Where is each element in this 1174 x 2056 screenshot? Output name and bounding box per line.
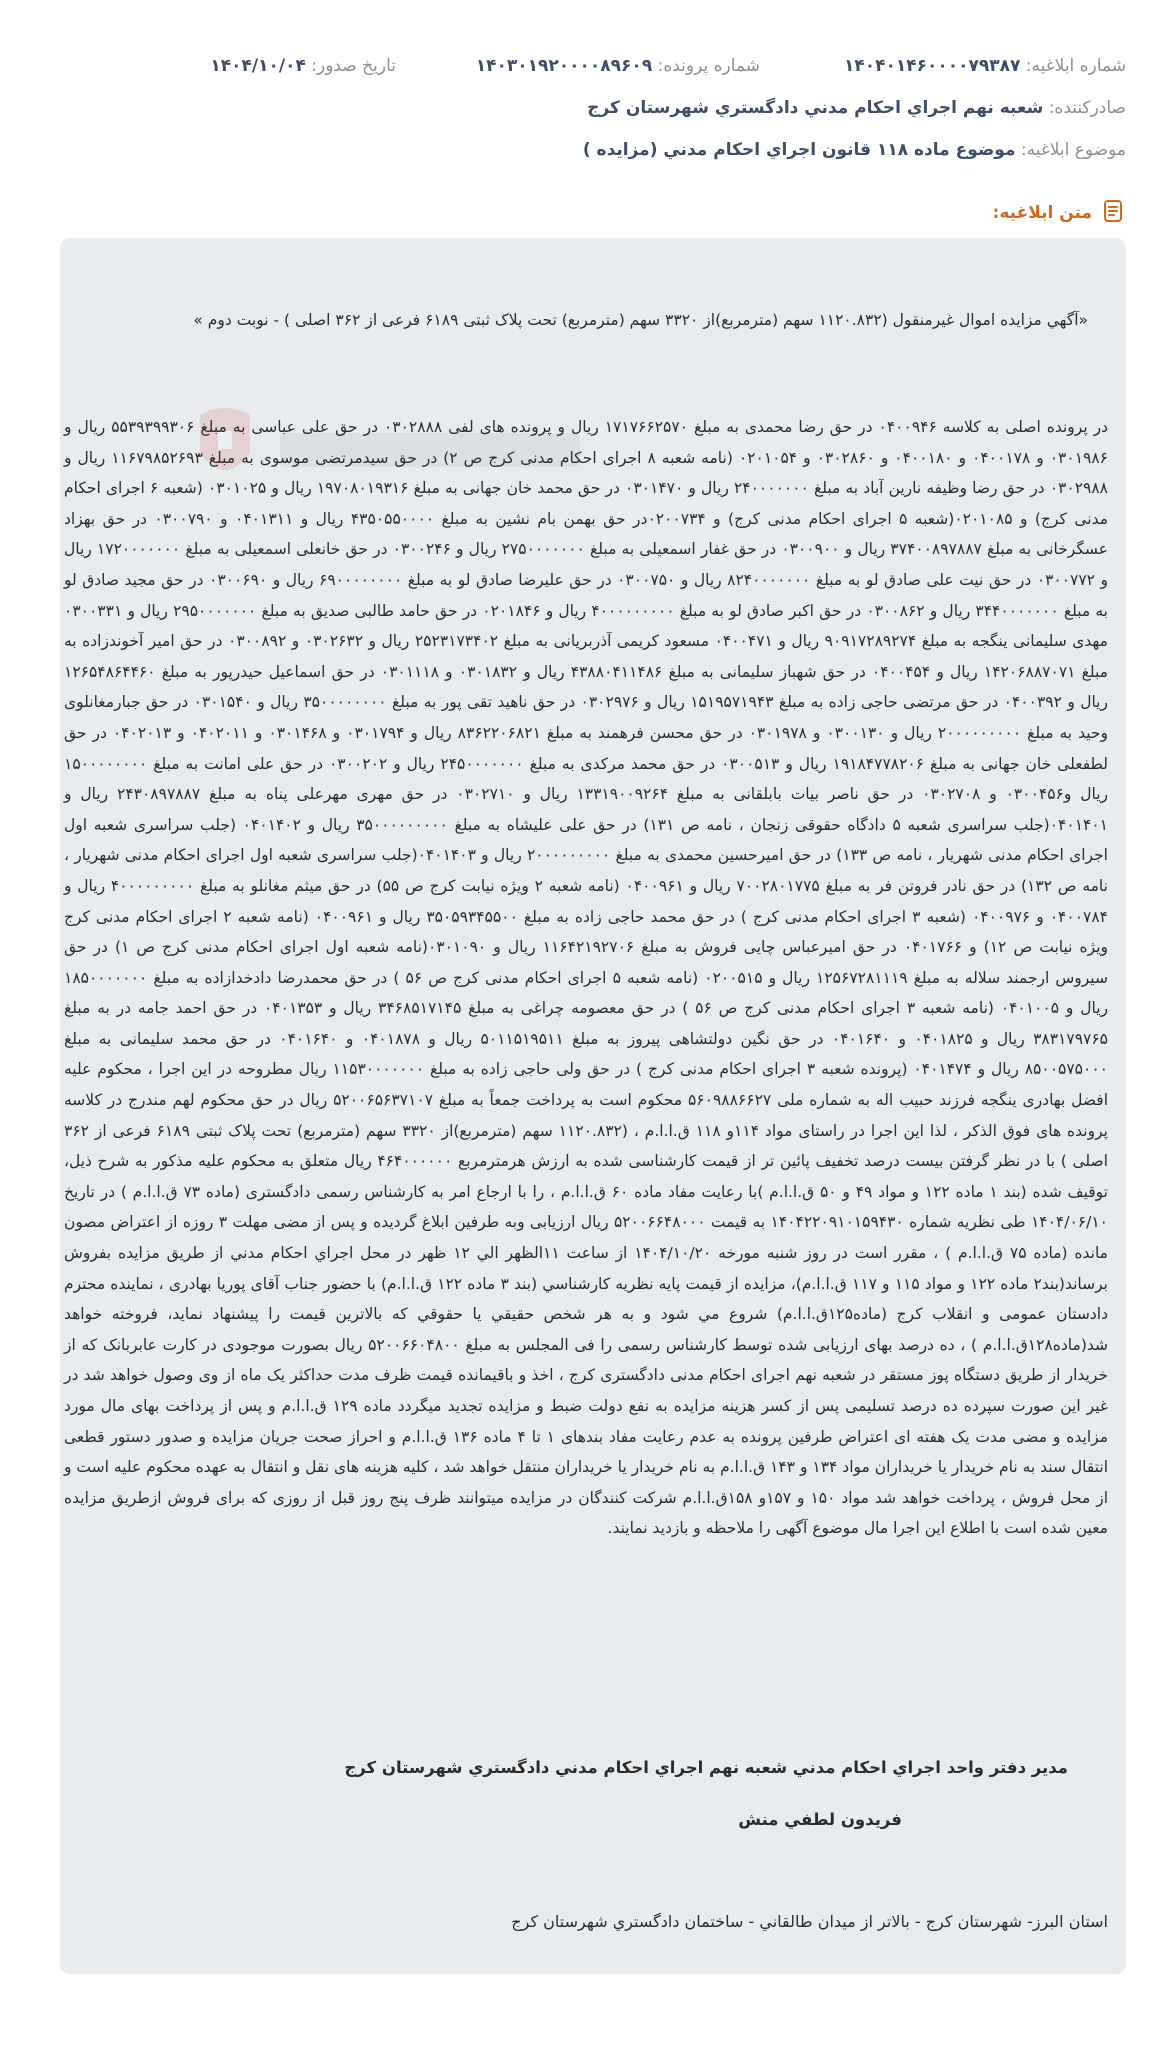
case-number-label: شماره پرونده: [657, 56, 760, 76]
issuer-label: صادرکننده: [1048, 98, 1126, 118]
court-address: استان البرز- شهرستان كرج - بالاتر از ميدان طالقاني - ساختمان دادگستري شهرستان كرج [511, 1912, 1108, 1931]
notice-number [844, 56, 1126, 76]
issue-date [210, 56, 396, 76]
case-number [476, 56, 760, 76]
issuer [587, 98, 1126, 118]
announcement-title: «آگهي مزايده اموال غيرمنقول (۱۱۲۰.۸۳۲ سهم (مترمربع)از ۳۳۲۰ سهم (مترمربع) تحت پلاک ثبتی ۶۱۸۹ فرعی از ۳۶۲ اصلی ) - نوبت دوم » [193, 311, 1088, 329]
issuer-value: شعبه نهم اجراي احكام مدني دادگستري شهرستان كرج [587, 98, 1044, 118]
issue-date-value: ۱۴۰۴/۱۰/۰۴ [210, 56, 306, 76]
subject-label: موضوع ابلاغیه: [1020, 140, 1126, 160]
subject [583, 140, 1126, 160]
body-section-heading [993, 198, 1126, 228]
notice-number-label: شماره ابلاغیه: [1025, 56, 1126, 76]
subject-value: موضوع ماده ۱۱۸ قانون اجراي احكام مدني (مزايده ) [582, 140, 1016, 160]
document-icon [1100, 198, 1126, 228]
announcement-body: در پرونده اصلی به کلاسه ۰۴۰۰۹۴۶ در حق رضا محمدی به مبلغ ۱۷۱۷۶۶۲۵۷۰ ریال و پرونده های لفی ۰۳۰۲۸۸۸ در حق علی عباسی به مبلغ ۵۵۳۹۳۹۹۳۰۶ ریال و ۰۳۰۱۹۸۶ و ۰۴۰۰۱۷۸ و ۰۴۰۰۱۸۰ و ۰۳۰۲۸۶۰ و ۰۲۰۱۰۵۴ (نامه شعبه ۸ اجرای احکام مدنی کرج ص ۲) در حق سیدمرتضی موسوی به مبلغ ۱۱۶۷۹۸۵۲۶۹۳ ریال و ۰۳۰۲۹۸۸ در حق رضا وظیفه نارین آباد به مبلغ ۲۴۰۰۰۰۰۰۰ ریال و ۰۳۰۱۴۷۰ در حق محمد خان جهانی به مبلغ ۱۹۷۰۸۰۱۹۳۱۶ ریال و ۰۳۰۱۰۲۵ (شعبه ۶ اجرای احکام مدنی کرج) و ۰۲۰۱۰۸۵(شعبه ۵ اجرای احکام مدنی کرج) و ۰۲۰۰۷۳۴در حق بهمن بام نشین به مبلغ ۴۳۵۰۵۵۰۰۰۰ ریال و ۰۴۰۱۳۱۱ و ۰۳۰۰۷۹۰ در حق بهزاد عسگرخانی به مبلغ ۳۷۴۰۰۸۹۷۸۸۷ ریال و ۰۳۰۰۹۰۰ در حق غفار اسمعیلی به مبلغ ۲۷۵۰۰۰۰۰۰۰ ریال و ۰۳۰۰۲۴۶ در حق خانعلی اسمعیلی به مبلغ ۱۷۲۰۰۰۰۰۰۰ ریال و ۰۳۰۰۷۷۲ در حق نیت علی صادق لو به مبلغ ۸۲۴۰۰۰۰۰۰۰ ریال و ۰۳۰۰۷۵۰ در حق علیرضا صادق لو به مبلغ ۶۹۰۰۰۰۰۰۰۰ ریال و ۰۳۰۰۶۹۰ در حق مجید صادق لو به مبلغ ۳۴۴۰۰۰۰۰۰۰ ریال و ۰۳۰۰۸۶۲ در حق اکبر صادق لو به مبلغ ۴۰۰۰۰۰۰۰۰۰ ریال و ۰۲۰۱۸۴۶ در حق حامد طالبی صدیق به مبلغ ۲۹۵۰۰۰۰۰۰۰ ریال و ۰۳۰۰۳۳۱ مهدی سلیمانی ینگجه به مبلغ ۹۰۹۱۷۲۸۹۲۷۴ ریال و ۰۴۰۰۴۷۱ مسعود کریمی آذربریانی به مبلغ ۲۵۲۳۱۷۳۴۰۲ ریال و ۰۳۰۲۶۳۲ و ۰۳۰۰۸۹۲ در حق امیر آخوندزاده به مبلغ ۱۴۲۰۶۸۸۷۰۷۱ ریال و ۰۴۰۰۴۵۴ در حق شهباز سلیمانی به مبلغ ۴۳۸۸۰۴۱۱۴۸۶ ریال و ۰۳۰۱۸۳۲ و ۰۳۰۱۱۱۸ در حق اسماعیل حیدرپور به مبلغ ۱۲۶۵۴۸۶۴۴۶۰ ریال و ۰۴۰۰۳۹۲ در حق مرتضی حاجی زاده به مبلغ ۱۵۱۹۵۷۱۹۴۳ ریال و ۰۳۰۲۹۷۶ در حق ناهید تقی پور به مبلغ ۳۵۰۰۰۰۰۰۰۰ ریال و ۰۳۰۱۵۴۰ در حق جبارمغانلوی وحید به مبلغ ۲۰۰۰۰۰۰۰۰۰ ریال و ۰۳۰۰۱۳۰ و ۰۳۰۱۹۷۸ در حق محسن فرهمند به مبلغ ۸۳۶۲۲۰۶۸۲۱ ریال و ۰۳۰۱۷۹۴ و ۰۳۰۱۴۶۸ و ۰۴۰۲۰۱۱ و ۰۴۰۲۰۱۳ در حق لطفعلی خان جهانی به مبلغ ۱۹۱۸۴۷۷۸۲۰۶ ریال و ۰۳۰۰۵۱۳ در حق محمد مرکدی به مبلغ ۲۴۵۰۰۰۰۰۰۰ ریال و ۰۳۰۰۲۰۲ در حق علی امانت به مبلغ ۱۵۰۰۰۰۰۰۰۰ ریال و۰۳۰۰۴۵۶ و ۰۳۰۲۷۰۸ در حق ناصر بیات بابلقانی به مبلغ ۱۳۳۱۹۰۰۹۲۶۴ ریال و ۰۳۰۲۷۱۰ در حق مهری مهرعلی پناه به مبلغ ۲۴۳۰۸۹۷۸۸۷ ریال و ۰۴۰۱۴۰۱(جلب سراسری شعبه ۵ دادگاه حقوقی زنجان ، نامه ص ۱۳۱) در حق علی علیشاه به مبلغ ۳۵۰۰۰۰۰۰۰۰۰ ریال و ۰۴۰۱۴۰۲ (جلب سراسری شعبه اول اجرای احکام مدنی شهریار ، نامه ص ۱۳۳) در حق امیرحسین محمدی به مبلغ ۲۰۰۰۰۰۰۰۰۰ ریال و ۰۴۰۱۴۰۳(جلب سراسری شعبه اول اجرای احکام مدنی شهریار ، نامه ص ۱۳۲) در حق نادر فروتن فر به مبلغ ۷۰۰۲۸۰۱۷۷۵ ریال و ۰۴۰۰۹۶۱ (نامه شعبه ۲ ویژه نیابت کرج ص ۵۵) در حق میثم مغانلو به مبلغ ۴۰۰۰۰۰۰۰۰۰ ریال و ۰۴۰۰۷۸۴ و ۰۴۰۰۹۷۶ (شعبه ۳ اجرای احکام مدنی کرج ) در حق محمد حاجی زاده به مبلغ ۳۵۰۵۹۳۴۵۵۰۰ ریال و ۰۴۰۰۹۶۱ (نامه شعبه ۲ اجرای احکام مدنی کرج ویژه نیابت ص ۱۲) و ۰۴۰۱۷۶۶ در حق امیرعباس چایی فروش به مبلغ ۱۱۶۴۲۱۹۲۷۰۶ ریال و ۰۳۰۱۰۹۰(نامه شعبه اول اجرای احکام مدنی کرج ص ۱) در حق سیروس ارجمند سلاله به مبلغ ۱۲۵۶۷۲۸۱۱۱۹ ریال و ۰۲۰۰۵۱۵ (نامه شعبه ۵ اجرای احکام مدنی کرج ص ۵۶ ) در حق محمدرضا دادخدازاده به مبلغ ۱۸۵۰۰۰۰۰۰۰ ریال و ۰۴۰۱۰۰۵ (نامه شعبه ۳ اجرای احکام مدنی کرج ص ۵۶ ) در حق معصومه چراغی به مبلغ ۳۴۶۸۵۱۷۱۴۵ ریال و ۰۴۰۱۳۵۳ در حق احمد جامه در به مبلغ ۳۸۳۱۷۹۷۶۵ ریال و ۰۴۰۱۸۲۵ و ۰۴۰۱۶۴۰ در حق نگین دولتشاهی پیروز به مبلغ ۵۰۱۱۵۱۹۵۱۱ ریال و ۰۴۰۱۸۷۸ و ۰۴۰۱۶۴۰ در حق محمد سلیمانی به مبلغ ۸۵۰۰۵۷۵۰۰۰ ریال و ۰۴۰۱۴۷۴ (پرونده شعبه ۳ اجرای احکام مدنی کرج ) در حق ولی حاجی زاده به مبلغ ۱۱۵۳۰۰۰۰۰۰۰ ریال مطروحه در این اجرا ، محکوم علیه افضل بهادری ینگجه فرزند حبیب اله به شماره ملی ۵۶۰۹۸۸۶۶۲۷ محکوم است به پرداخت جمعاً به مبلغ ۵۲۰۰۶۵۶۳۷۱۰۷ ریال در حق محکوم لهم مندرج در کلاسه پرونده های فوق الذکر ، لذا این اجرا در راستای مواد ۱۱۴و ۱۱۸ ق.ا.ا.م ، (۱۱۲۰.۸۳۲ سهم (مترمربع)از ۳۳۲۰ سهم (مترمربع) تحت پلاک ثبتی ۶۱۸۹ فرعی از ۳۶۲ اصلی ) با در نظر گرفتن بیست درصد تخفیف پائین تر از قیمت کارشناسی شده به ارزش هرمترمربع ۴۶۴۰۰۰۰۰۰ ریال متعلق به محکوم علیه مذکور به شرح ذیل، توقیف شده (بند ۱ ماده ۱۲۲ و مواد ۴۹ و ۵۰ ق.ا.ا.م )با رعایت مفاد ماده ۶۰ ق.ا.ا.م ، را با ارجاع امر به کارشناس رسمی دادگستری (ماده ۷۳ ق.ا.ا.م ) در تاریخ ۱۴۰۴/۰۶/۱۰ طی نظریه شماره ۱۴۰۴۲۲۰۹۱۰۱۵۹۴۳۰ به قیمت ۵۲۰۰۶۶۴۸۰۰۰ ریال ارزیابی وبه طرفین ابلاغ گردیده و پس از مضی مهلت ۳ روزه از اعتراض مصون مانده (ماده ۷۵ ق.ا.ا.م ) ، مقرر است در روز شنبه مورخه ۱۴۰۴/۱۰/۲۰ از ساعت ۱۱الظهر الي ۱۲ ظهر در محل اجراي احكام مدني از طريق مزايده بفروش برساند(بند۲ ماده ۱۲۲ و مواد ۱۱۵ و ۱۱۷ ق.ا.ا.م)، مزايده از قيمت پايه نظريه كارشناسي (بند ۳ ماده ۱۲۲ ق.ا.ا.م) با حضور جناب آقای پوریا بهادری ، نماینده محترم دادستان عمومی و انقلاب کرج (ماده۱۲۵ق.ا.ا.م) شروع مي شود و به هر شخص حقيقي يا حقوقي كه بالاترين قيمت را پيشنهاد نمايد، فروخته خواهد شد(ماده۱۲۸ق.ا.ا.م ) ، ده درصد بهای ارزیابی شده توسط کارشناس رسمی را فی المجلس به مبلغ ۵۲۰۰۶۶۰۴۸۰۰ ریال بصورت موجودی در کارت عابربانک که از خریدار از طریق دستگاه پوز مستقر در شعبه نهم اجرای احکام مدنی دادگستری کرج ، اخذ و باقیمانده قیمت ظرف مدت حداکثر یک ماه از وی وصول خواهد شد در غیر این صورت سپرده ده درصد تسلیمی پس از کسر هزینه مزایده به نفع دولت ضبط و مزایده تجدید میگردد ماده ۱۲۹ ق.ا.ا.م و پس از پرداخت بهای مال مورد مزایده و مضی مدت یک هفته ای اعتراض طرفین پرونده به عدم رعایت مفاد بندهای ۱ تا ۴ ماده ۱۳۶ ق.ا.ا.م و احراز صحت جریان مزایده و صدور دستور قطعی انتقال سند به نام خریدار یا خریداران مواد ۱۳۴ و ۱۴۳ ق.ا.ا.م به نام خریدار یا خریداران منتقل خواهد شد ، کلیه هزینه های نقل و انتقال به عهده محکوم علیه است و از محل فروش ، پرداخت خواهد شد مواد ۱۵۰ و ۱۵۷و ۱۵۸ق.ا.ا.م شرکت کنندگان در مزایده میتوانند ظرف پنج روز قبل از روزی که برای فروش ازطریق مزایده معین شده است با اطلاع این اجرا مال موضوع آگهی را ملاحظه و بازدید نمایند. [64, 418, 1109, 1538]
signature-title: مدير دفتر واحد اجراي احكام مدني شعبه نهم اجراي احكام مدني دادگستري شهرستان كرج [344, 1758, 1068, 1777]
body-section-title: متن ابلاغیه: [992, 203, 1092, 223]
notice-number-value: ۱۴۰۴۰۱۴۶۰۰۰۰۷۹۳۸۷ [843, 56, 1021, 76]
case-number-value: ۱۴۰۳۰۱۹۲۰۰۰۰۸۹۶۰۹ [475, 56, 653, 76]
signature-name: فريدون لطفي منش [738, 1810, 902, 1829]
issue-date-label: تاریخ صدور: [311, 56, 396, 76]
